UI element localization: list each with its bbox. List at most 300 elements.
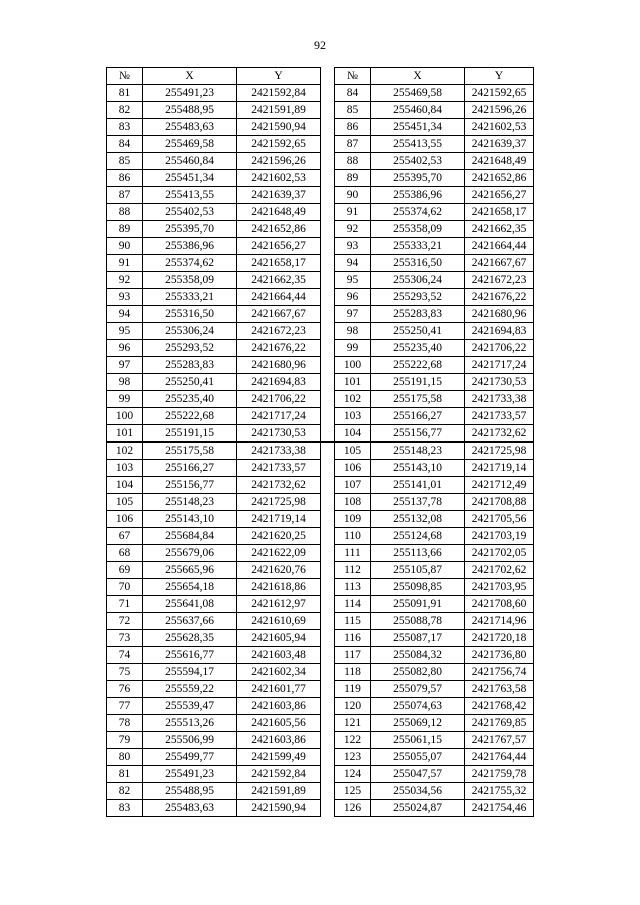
- cell-left-number: 67: [107, 528, 143, 545]
- column-gap: [321, 136, 335, 153]
- column-gap: [321, 391, 335, 408]
- cell-left-number: 86: [107, 170, 143, 187]
- header-x-left: X: [143, 68, 237, 85]
- table-row: [107, 357, 534, 374]
- table-row: [107, 715, 534, 732]
- cell-right-x: 255250,41: [371, 323, 465, 340]
- table-row: [107, 766, 534, 783]
- table-row: [107, 732, 534, 749]
- cell-left-y: 2421599,49: [237, 749, 321, 766]
- cell-left-y: 2421596,26: [237, 153, 321, 170]
- cell-left-number: 103: [107, 460, 143, 477]
- cell-left-x: 255665,96: [143, 562, 237, 579]
- column-gap: [321, 119, 335, 136]
- cell-right-number: 109: [335, 511, 371, 528]
- table-row: [107, 511, 534, 528]
- column-gap: [321, 340, 335, 357]
- cell-right-y: 2421667,67: [465, 255, 534, 272]
- cell-left-number: 94: [107, 306, 143, 323]
- cell-left-x: 255513,26: [143, 715, 237, 732]
- cell-right-x: 255451,34: [371, 119, 465, 136]
- cell-left-x: 255156,77: [143, 477, 237, 494]
- cell-left-number: 97: [107, 357, 143, 374]
- cell-right-x: 255124,68: [371, 528, 465, 545]
- cell-left-number: 80: [107, 749, 143, 766]
- cell-left-y: 2421603,86: [237, 732, 321, 749]
- column-gap: [321, 221, 335, 238]
- cell-left-number: 70: [107, 579, 143, 596]
- cell-right-y: 2421596,26: [465, 102, 534, 119]
- cell-right-number: 94: [335, 255, 371, 272]
- table-row: [107, 102, 534, 119]
- cell-left-x: 255637,66: [143, 613, 237, 630]
- cell-left-number: 81: [107, 766, 143, 783]
- cell-left-y: 2421730,53: [237, 425, 321, 443]
- table-row: [107, 221, 534, 238]
- cell-right-y: 2421708,60: [465, 596, 534, 613]
- cell-left-y: 2421590,94: [237, 119, 321, 136]
- cell-right-x: 255034,56: [371, 783, 465, 800]
- cell-right-number: 102: [335, 391, 371, 408]
- cell-left-x: 255483,63: [143, 800, 237, 817]
- cell-left-y: 2421648,49: [237, 204, 321, 221]
- cell-left-y: 2421694,83: [237, 374, 321, 391]
- table-row: [107, 749, 534, 766]
- cell-left-number: 81: [107, 85, 143, 102]
- column-gap: [321, 630, 335, 647]
- column-gap: [321, 102, 335, 119]
- cell-left-number: 91: [107, 255, 143, 272]
- column-gap: [321, 306, 335, 323]
- cell-right-y: 2421756,74: [465, 664, 534, 681]
- cell-left-x: 255374,62: [143, 255, 237, 272]
- cell-right-x: 255087,17: [371, 630, 465, 647]
- cell-left-y: 2421603,48: [237, 647, 321, 664]
- table-row: [107, 153, 534, 170]
- cell-right-number: 111: [335, 545, 371, 562]
- column-gap: [321, 783, 335, 800]
- cell-right-number: 123: [335, 749, 371, 766]
- cell-right-number: 115: [335, 613, 371, 630]
- cell-right-number: 92: [335, 221, 371, 238]
- cell-right-x: 255386,96: [371, 187, 465, 204]
- cell-left-number: 99: [107, 391, 143, 408]
- cell-left-x: 255499,77: [143, 749, 237, 766]
- cell-left-number: 68: [107, 545, 143, 562]
- column-gap: [321, 528, 335, 545]
- column-gap: [321, 238, 335, 255]
- cell-right-number: 122: [335, 732, 371, 749]
- cell-left-x: 255654,18: [143, 579, 237, 596]
- cell-left-y: 2421618,86: [237, 579, 321, 596]
- cell-left-number: 92: [107, 272, 143, 289]
- cell-left-number: 83: [107, 119, 143, 136]
- table-row: [107, 460, 534, 477]
- cell-right-number: 93: [335, 238, 371, 255]
- cell-right-number: 119: [335, 681, 371, 698]
- cell-right-y: 2421730,53: [465, 374, 534, 391]
- cell-right-x: 255055,07: [371, 749, 465, 766]
- cell-left-x: 255358,09: [143, 272, 237, 289]
- cell-left-number: 100: [107, 408, 143, 425]
- cell-right-number: 103: [335, 408, 371, 425]
- cell-right-y: 2421712,49: [465, 477, 534, 494]
- table-row: [107, 613, 534, 630]
- cell-right-number: 101: [335, 374, 371, 391]
- cell-left-number: 82: [107, 783, 143, 800]
- cell-right-y: 2421733,57: [465, 408, 534, 425]
- cell-right-number: 99: [335, 340, 371, 357]
- cell-right-x: 255306,24: [371, 272, 465, 289]
- table-row: [107, 783, 534, 800]
- cell-right-number: 98: [335, 323, 371, 340]
- column-gap: [321, 170, 335, 187]
- cell-left-x: 255402,53: [143, 204, 237, 221]
- cell-right-x: 255088,78: [371, 613, 465, 630]
- cell-right-x: 255098,85: [371, 579, 465, 596]
- cell-right-y: 2421652,86: [465, 170, 534, 187]
- cell-left-number: 93: [107, 289, 143, 306]
- table-row: [107, 528, 534, 545]
- cell-right-number: 88: [335, 153, 371, 170]
- cell-right-y: 2421702,05: [465, 545, 534, 562]
- cell-left-y: 2421658,17: [237, 255, 321, 272]
- cell-right-x: 255235,40: [371, 340, 465, 357]
- coordinates-table: [106, 67, 534, 817]
- cell-left-y: 2421717,24: [237, 408, 321, 425]
- cell-right-y: 2421702,62: [465, 562, 534, 579]
- cell-right-x: 255413,55: [371, 136, 465, 153]
- column-gap: [321, 511, 335, 528]
- cell-left-y: 2421662,35: [237, 272, 321, 289]
- cell-right-y: 2421706,22: [465, 340, 534, 357]
- cell-left-number: 78: [107, 715, 143, 732]
- cell-right-number: 113: [335, 579, 371, 596]
- cell-left-number: 84: [107, 136, 143, 153]
- column-gap: [321, 545, 335, 562]
- cell-left-y: 2421592,84: [237, 85, 321, 102]
- cell-right-x: 255469,58: [371, 85, 465, 102]
- cell-left-x: 255641,08: [143, 596, 237, 613]
- cell-right-x: 255358,09: [371, 221, 465, 238]
- cell-left-x: 255451,34: [143, 170, 237, 187]
- cell-right-number: 95: [335, 272, 371, 289]
- cell-right-y: 2421768,42: [465, 698, 534, 715]
- table-row: [107, 596, 534, 613]
- cell-right-number: 97: [335, 306, 371, 323]
- cell-right-number: 114: [335, 596, 371, 613]
- cell-left-number: 90: [107, 238, 143, 255]
- cell-left-y: 2421733,38: [237, 442, 321, 460]
- cell-left-y: 2421610,69: [237, 613, 321, 630]
- column-gap: [321, 425, 335, 443]
- cell-left-number: 79: [107, 732, 143, 749]
- cell-right-y: 2421639,37: [465, 136, 534, 153]
- cell-left-y: 2421664,44: [237, 289, 321, 306]
- cell-left-x: 255483,63: [143, 119, 237, 136]
- page-number: 92: [314, 38, 326, 52]
- header-number-right: №: [335, 68, 371, 85]
- cell-right-number: 107: [335, 477, 371, 494]
- cell-right-x: 255222,68: [371, 357, 465, 374]
- cell-right-number: 108: [335, 494, 371, 511]
- cell-left-number: 87: [107, 187, 143, 204]
- cell-right-number: 125: [335, 783, 371, 800]
- column-gap: [321, 715, 335, 732]
- cell-left-y: 2421620,76: [237, 562, 321, 579]
- column-gap: [321, 374, 335, 391]
- cell-left-y: 2421672,23: [237, 323, 321, 340]
- column-gap: [321, 85, 335, 102]
- table-row: [107, 238, 534, 255]
- column-gap: [321, 579, 335, 596]
- cell-right-x: 255166,27: [371, 408, 465, 425]
- table-row: [107, 119, 534, 136]
- cell-right-number: 116: [335, 630, 371, 647]
- table-row: [107, 391, 534, 408]
- cell-left-y: 2421725,98: [237, 494, 321, 511]
- cell-left-number: 102: [107, 442, 143, 460]
- table-row: [107, 340, 534, 357]
- column-gap: [321, 442, 335, 460]
- cell-left-x: 255283,83: [143, 357, 237, 374]
- cell-right-number: 106: [335, 460, 371, 477]
- cell-right-number: 110: [335, 528, 371, 545]
- cell-right-number: 91: [335, 204, 371, 221]
- table-row: [107, 408, 534, 425]
- cell-right-x: 255132,08: [371, 511, 465, 528]
- cell-left-number: 83: [107, 800, 143, 817]
- cell-right-y: 2421602,53: [465, 119, 534, 136]
- cell-right-y: 2421714,96: [465, 613, 534, 630]
- column-gap: [321, 613, 335, 630]
- cell-right-x: 255082,80: [371, 664, 465, 681]
- cell-right-x: 255141,01: [371, 477, 465, 494]
- cell-left-y: 2421676,22: [237, 340, 321, 357]
- column-gap: [321, 272, 335, 289]
- cell-left-number: 88: [107, 204, 143, 221]
- cell-left-y: 2421719,14: [237, 511, 321, 528]
- cell-left-y: 2421620,25: [237, 528, 321, 545]
- column-gap: [321, 289, 335, 306]
- cell-right-number: 89: [335, 170, 371, 187]
- cell-left-x: 255293,52: [143, 340, 237, 357]
- cell-right-number: 126: [335, 800, 371, 817]
- cell-right-y: 2421759,78: [465, 766, 534, 783]
- cell-right-y: 2421717,24: [465, 357, 534, 374]
- table-row: [107, 425, 534, 443]
- table-row: [107, 187, 534, 204]
- cell-right-y: 2421676,22: [465, 289, 534, 306]
- cell-left-number: 73: [107, 630, 143, 647]
- cell-left-number: 105: [107, 494, 143, 511]
- column-gap: [321, 408, 335, 425]
- cell-right-y: 2421754,46: [465, 800, 534, 817]
- cell-right-x: 255460,84: [371, 102, 465, 119]
- table-row: [107, 323, 534, 340]
- table-row: [107, 170, 534, 187]
- table-row: [107, 477, 534, 494]
- table-header-row: [107, 68, 534, 85]
- cell-left-x: 255316,50: [143, 306, 237, 323]
- cell-left-number: 71: [107, 596, 143, 613]
- cell-left-x: 255175,58: [143, 442, 237, 460]
- cell-left-x: 255148,23: [143, 494, 237, 511]
- cell-left-x: 255506,99: [143, 732, 237, 749]
- cell-left-x: 255235,40: [143, 391, 237, 408]
- cell-left-y: 2421656,27: [237, 238, 321, 255]
- cell-left-x: 255386,96: [143, 238, 237, 255]
- cell-right-y: 2421708,88: [465, 494, 534, 511]
- cell-right-y: 2421658,17: [465, 204, 534, 221]
- cell-right-x: 255395,70: [371, 170, 465, 187]
- column-gap: [321, 68, 335, 85]
- header-number-left: №: [107, 68, 143, 85]
- column-gap: [321, 204, 335, 221]
- cell-right-x: 255084,32: [371, 647, 465, 664]
- cell-left-x: 255491,23: [143, 85, 237, 102]
- cell-left-number: 75: [107, 664, 143, 681]
- cell-right-x: 255293,52: [371, 289, 465, 306]
- header-y-left: Y: [237, 68, 321, 85]
- cell-left-number: 104: [107, 477, 143, 494]
- cell-right-y: 2421732,62: [465, 425, 534, 443]
- cell-right-x: 255069,12: [371, 715, 465, 732]
- cell-left-x: 255488,95: [143, 783, 237, 800]
- cell-left-x: 255395,70: [143, 221, 237, 238]
- cell-right-x: 255091,91: [371, 596, 465, 613]
- cell-left-x: 255222,68: [143, 408, 237, 425]
- table-row: [107, 289, 534, 306]
- cell-left-number: 95: [107, 323, 143, 340]
- cell-left-y: 2421706,22: [237, 391, 321, 408]
- column-gap: [321, 562, 335, 579]
- cell-left-x: 255460,84: [143, 153, 237, 170]
- cell-right-y: 2421705,56: [465, 511, 534, 528]
- cell-left-number: 96: [107, 340, 143, 357]
- cell-left-y: 2421591,89: [237, 102, 321, 119]
- cell-left-y: 2421605,94: [237, 630, 321, 647]
- cell-left-y: 2421680,96: [237, 357, 321, 374]
- header-x-right: X: [371, 68, 465, 85]
- cell-right-x: 255191,15: [371, 374, 465, 391]
- column-gap: [321, 255, 335, 272]
- cell-right-x: 255024,87: [371, 800, 465, 817]
- cell-right-number: 90: [335, 187, 371, 204]
- cell-left-x: 255333,21: [143, 289, 237, 306]
- cell-right-x: 255047,57: [371, 766, 465, 783]
- cell-right-x: 255402,53: [371, 153, 465, 170]
- cell-right-y: 2421720,18: [465, 630, 534, 647]
- cell-right-number: 86: [335, 119, 371, 136]
- cell-right-y: 2421664,44: [465, 238, 534, 255]
- header-y-right: Y: [465, 68, 534, 85]
- cell-left-number: 82: [107, 102, 143, 119]
- table-row: [107, 494, 534, 511]
- cell-right-x: 255143,10: [371, 460, 465, 477]
- column-gap: [321, 596, 335, 613]
- cell-right-y: 2421680,96: [465, 306, 534, 323]
- cell-left-x: 255616,77: [143, 647, 237, 664]
- cell-left-x: 255191,15: [143, 425, 237, 443]
- cell-left-y: 2421622,09: [237, 545, 321, 562]
- cell-left-number: 98: [107, 374, 143, 391]
- cell-right-y: 2421769,85: [465, 715, 534, 732]
- cell-left-y: 2421652,86: [237, 221, 321, 238]
- column-gap: [321, 732, 335, 749]
- cell-left-x: 255413,55: [143, 187, 237, 204]
- cell-left-number: 106: [107, 511, 143, 528]
- column-gap: [321, 323, 335, 340]
- cell-right-x: 255156,77: [371, 425, 465, 443]
- table-row: [107, 800, 534, 817]
- column-gap: [321, 664, 335, 681]
- cell-left-x: 255250,41: [143, 374, 237, 391]
- cell-right-number: 118: [335, 664, 371, 681]
- cell-right-number: 117: [335, 647, 371, 664]
- cell-right-number: 85: [335, 102, 371, 119]
- cell-right-x: 255137,78: [371, 494, 465, 511]
- cell-right-x: 255316,50: [371, 255, 465, 272]
- cell-left-y: 2421733,57: [237, 460, 321, 477]
- table-row: [107, 681, 534, 698]
- column-gap: [321, 800, 335, 817]
- column-gap: [321, 749, 335, 766]
- cell-right-number: 112: [335, 562, 371, 579]
- cell-right-y: 2421725,98: [465, 442, 534, 460]
- cell-right-y: 2421764,44: [465, 749, 534, 766]
- cell-left-y: 2421605,56: [237, 715, 321, 732]
- cell-right-x: 255074,63: [371, 698, 465, 715]
- table-row: [107, 272, 534, 289]
- cell-left-x: 255166,27: [143, 460, 237, 477]
- cell-left-x: 255488,95: [143, 102, 237, 119]
- column-gap: [321, 477, 335, 494]
- table-row: [107, 562, 534, 579]
- table-row: [107, 630, 534, 647]
- cell-left-x: 255143,10: [143, 511, 237, 528]
- table-row: [107, 204, 534, 221]
- table-row: [107, 136, 534, 153]
- cell-left-x: 255684,84: [143, 528, 237, 545]
- cell-right-y: 2421694,83: [465, 323, 534, 340]
- cell-left-y: 2421592,65: [237, 136, 321, 153]
- cell-left-x: 255628,35: [143, 630, 237, 647]
- table-body: [107, 85, 534, 817]
- cell-right-x: 255079,57: [371, 681, 465, 698]
- column-gap: [321, 681, 335, 698]
- cell-right-x: 255283,83: [371, 306, 465, 323]
- table-row: [107, 306, 534, 323]
- cell-left-x: 255679,06: [143, 545, 237, 562]
- cell-right-x: 255148,23: [371, 442, 465, 460]
- cell-left-y: 2421591,89: [237, 783, 321, 800]
- cell-left-number: 69: [107, 562, 143, 579]
- table-row: [107, 255, 534, 272]
- cell-right-y: 2421755,32: [465, 783, 534, 800]
- cell-left-y: 2421667,67: [237, 306, 321, 323]
- table-row: [107, 698, 534, 715]
- cell-left-y: 2421592,84: [237, 766, 321, 783]
- cell-left-y: 2421612,97: [237, 596, 321, 613]
- table-row: [107, 442, 534, 460]
- column-gap: [321, 357, 335, 374]
- cell-left-number: 101: [107, 425, 143, 443]
- cell-left-y: 2421601,77: [237, 681, 321, 698]
- cell-right-y: 2421719,14: [465, 460, 534, 477]
- cell-left-number: 85: [107, 153, 143, 170]
- cell-right-y: 2421763,58: [465, 681, 534, 698]
